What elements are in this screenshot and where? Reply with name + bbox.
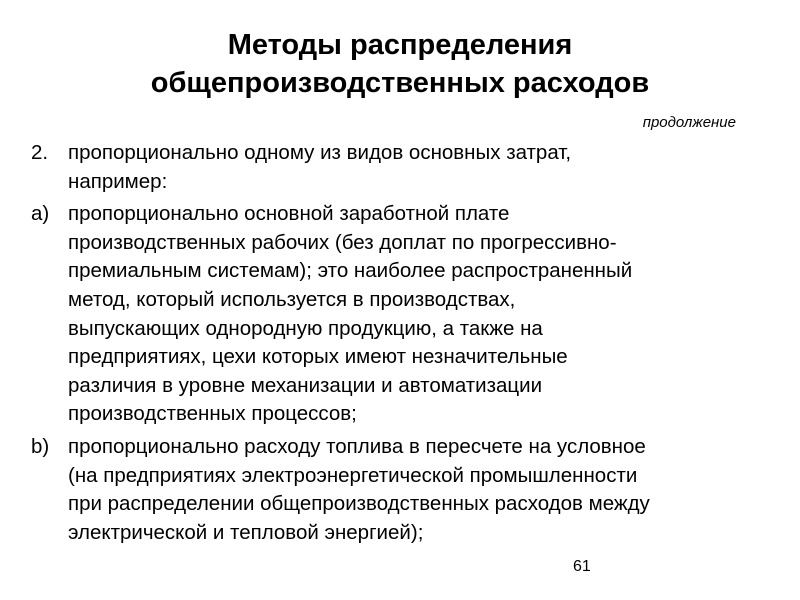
slide-content [31, 139, 781, 551]
list-item-line: предприятиях, цехи которых имеют незначительные [68, 345, 568, 369]
list-item-line: премиальным системам); это наиболее распространенный [68, 259, 633, 283]
list-item-line: производственных рабочих (без доплат по прогрессивно- [68, 230, 617, 254]
slide-title [0, 26, 800, 102]
list-item-a [31, 200, 781, 429]
list-item-marker: b) [31, 434, 50, 458]
list-item-text [68, 200, 781, 429]
slide-title-line-1: Методы распределения [227, 29, 573, 61]
slide-title-line-2: общепроизводственных расходов [150, 67, 650, 99]
page-number: 61 [573, 558, 591, 575]
list-item-line: выпускающих однородную продукцию, а также на [68, 316, 543, 340]
list-item-line: различия в уровне механизации и автоматизации [68, 373, 543, 397]
list-item-line: пропорционально расходу топлива в пересчете на условное [68, 434, 646, 458]
list-item-text [68, 139, 781, 196]
list-item-line: метод, который используется в производствах, [68, 287, 516, 311]
list-item-line: пропорционально основной заработной плате [68, 202, 510, 226]
list-item-b [31, 433, 781, 547]
list-item-text [68, 433, 781, 547]
list-item-line: производственных процессов; [68, 402, 357, 426]
list-item-line: (на предприятиях электроэнергетической промышленности [68, 463, 638, 487]
list-item-line: при распределении общепроизводственных расходов между [68, 492, 650, 516]
slide-subtitle: продолжение [642, 114, 736, 131]
list-item-marker: a) [31, 202, 50, 226]
list-item-2 [31, 139, 781, 196]
list-item-marker: 2. [31, 141, 49, 164]
list-item-line: например: [68, 169, 168, 193]
list-item-line: пропорционально одному из видов основных затрат, [68, 141, 572, 164]
list-item-line: электрической и тепловой энергией); [68, 520, 424, 544]
